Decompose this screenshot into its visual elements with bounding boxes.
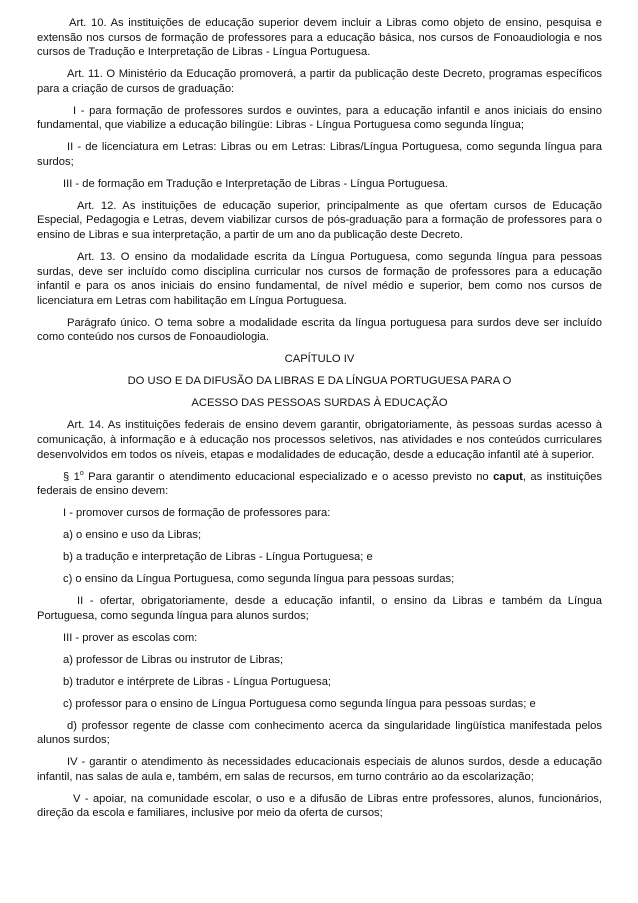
article-11-item-ii: II - de licenciatura em Letras: Libras ou em Letras: Libras/Língua Portuguesa, como segunda língua para surdos; — [37, 141, 602, 168]
article-14-item-iii-a: a) professor de Libras ou instrutor de Libras; — [63, 653, 284, 666]
article-14-item-i-b: b) a tradução e interpretação de Libras - Língua Portuguesa; e — [63, 551, 373, 564]
article-12: Art. 12. As instituições de educação superior, principalmente as que ofertam cursos de Educação Especial, Pedagogia e Letras, devem viabilizar cursos de pós-graduação para a formação de professores para o ensino de Libras e sua interpretação, a partir de um ano da publicação deste Decreto. — [37, 199, 602, 242]
article-14-item-i: I - promover cursos de formação de professores para: — [63, 507, 331, 520]
paragraph-text-post: , as instituições federais de ensino devem: — [37, 470, 602, 498]
article-14-item-i-c: c) o ensino da Língua Portuguesa, como segunda língua para pessoas surdas; — [63, 573, 455, 586]
article-14-item-iii: III - prover as escolas com: — [63, 631, 198, 644]
article-14-paragraph-1 — [37, 470, 602, 499]
article-14-item-iii-c: c) professor para o ensino de Língua Portuguesa como segunda língua para pessoas surdas; e — [63, 697, 536, 710]
article-14-item-iii-d: d) professor regente de classe com conhecimento acerca da singularidade lingüística manifestada pelos alunos surdos; — [37, 719, 602, 747]
article-14-item-ii: II - ofertar, obrigatoriamente, desde a educação infantil, o ensino da Libras e também da Língua Portuguesa, como segunda língua para alunos surdos; — [37, 595, 602, 622]
article-11-item-iii: III - de formação em Tradução e Interpretação de Libras - Língua Portuguesa. — [63, 177, 448, 190]
caput-term: caput — [493, 470, 523, 483]
article-13-sole-paragraph: Parágrafo único. O tema sobre a modalidade escrita da língua portuguesa para surdos deve ser incluído como conteúdo nos cursos de Fonoaudiologia. — [37, 316, 602, 344]
article-14-item-v: V - apoiar, na comunidade escolar, o uso e a difusão de Libras entre professores, alunos, funcionários, direção da escola e familiares, inclusive por meio da oferta de cursos; — [37, 792, 602, 820]
chapter-title-line-2: ACESSO DAS PESSOAS SURDAS À EDUCAÇÃO — [191, 397, 448, 410]
article-14-item-iv: IV - garantir o atendimento às necessidades educacionais especiais de alunos surdos, desde a educação infantil, nas salas de aula e, também, em salas de recursos, em turno contrário ao da escolarização; — [37, 756, 602, 783]
paragraph-text-pre: Para garantir o atendimento educacional especializado e o acesso previsto no — [83, 470, 494, 483]
article-14-item-iii-b: b) tradutor e intérprete de Libras - Língua Portuguesa; — [63, 675, 332, 688]
article-14-item-i-a: a) o ensino e uso da Libras; — [63, 529, 202, 542]
article-10: Art. 10. As instituições de educação superior devem incluir a Libras como objeto de ensino, pesquisa e extensão nos cursos de formação de professores para a educação básica, nos cursos de Fonoaudiologia e nos cursos de Tradução e Interpretação de Libras - Língua Portuguesa. — [37, 17, 602, 59]
article-11: Art. 11. O Ministério da Educação promoverá, a partir da publicação deste Decreto, programas específicos para a criação de cursos de graduação: — [37, 68, 602, 95]
ordinal-marker: o — [79, 469, 84, 477]
article-11-item-i: I - para formação de professores surdos e ouvintes, para a educação infantil e anos iniciais do ensino fundamental, que viabilize a educação bilíngüe: Libras - Língua Portuguesa como segunda língua; — [37, 104, 602, 132]
chapter-title-line-1: DO USO E DA DIFUSÃO DA LIBRAS E DA LÍNGUA PORTUGUESA PARA O — [127, 375, 512, 388]
article-13: Art. 13. O ensino da modalidade escrita da Língua Portuguesa, como segunda língua para pessoas surdas, deve ser incluído como disciplina curricular nos cursos de formação de professores para a educação infantil e para os anos iniciais do ensino fundamental, de nível médio e superior, bem como nos cursos de licenciatura em Letras com habilitação em Língua Portuguesa. — [37, 251, 602, 307]
paragraph-number: § 1 — [63, 470, 80, 483]
chapter-heading: CAPÍTULO IV — [284, 353, 355, 366]
document-page — [37, 16, 602, 828]
article-14: Art. 14. As instituições federais de ensino devem garantir, obrigatoriamente, às pessoas surdas acesso à comunicação, à informação e à educação nos processos seletivos, nas atividades e nos conteúdos curriculares desenvolvidos em todos os níveis, etapas e modalidades de educação, desde a educação infantil até à superior. — [37, 419, 602, 461]
